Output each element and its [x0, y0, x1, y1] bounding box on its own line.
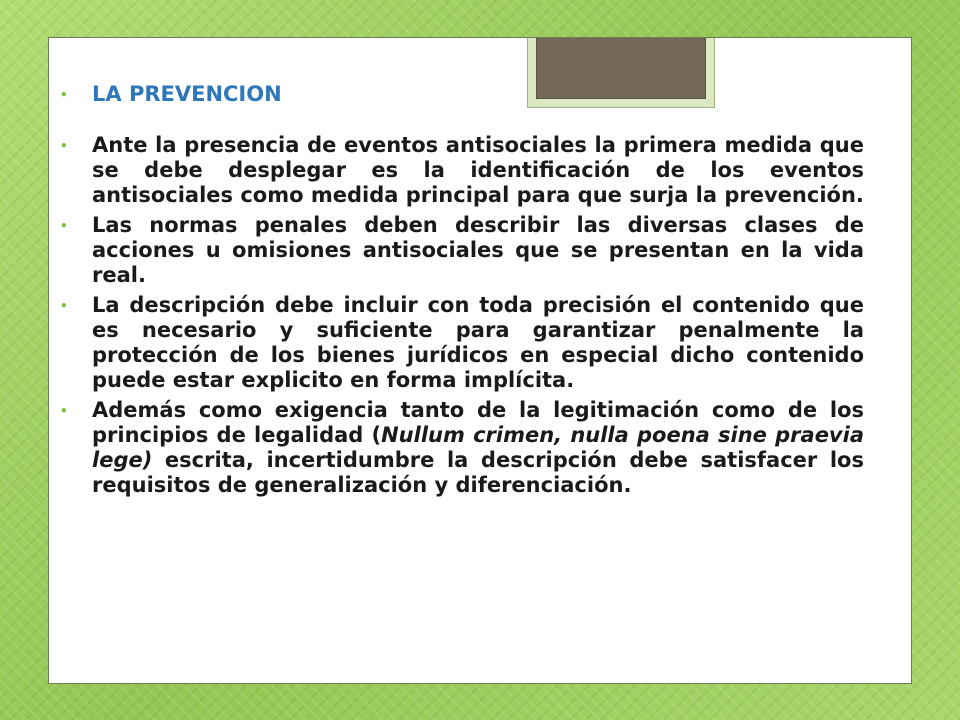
bullet-dot-icon: •: [60, 139, 68, 153]
bullet-paragraph-2: [60, 213, 864, 288]
paragraph-text: Las normas penales deben describir las diversas clases de acciones u omisiones antisociales que se presentan en la vida real.: [92, 213, 864, 287]
bullet-dot-icon: •: [60, 404, 68, 418]
bullet-paragraph-4: [60, 398, 864, 498]
bullet-heading: [60, 82, 864, 107]
latin-phrase: Nullum crimen, nulla poena sine praevia lege): [92, 423, 864, 472]
bullet-dot-icon: •: [60, 299, 68, 313]
paragraph-text-start: Además como exigencia tanto de la legitimación como de los principios de legalidad (: [92, 398, 864, 447]
slide-heading: LA PREVENCION: [92, 82, 282, 106]
slide-content: [60, 82, 864, 503]
paragraph-text-end: escrita, incertidumbre la descripción debe satisfacer los requisitos de generalización y diferenciación.: [92, 448, 864, 497]
paragraph-text: Ante la presencia de eventos antisociales la primera medida que se debe desplegar es la identificación de los eventos antisociales como medida principal para que surja la prevención.: [92, 133, 864, 207]
bullet-paragraph-3: [60, 293, 864, 393]
bullet-dot-icon: •: [60, 88, 68, 102]
paragraph-text: La descripción debe incluir con toda precisión el contenido que es necesario y suficiente para garantizar penalmente la protección de los bienes jurídicos en especial dicho contenido puede estar explicito en forma implícita.: [92, 293, 864, 392]
bullet-dot-icon: •: [60, 219, 68, 233]
bullet-paragraph-1: [60, 133, 864, 208]
